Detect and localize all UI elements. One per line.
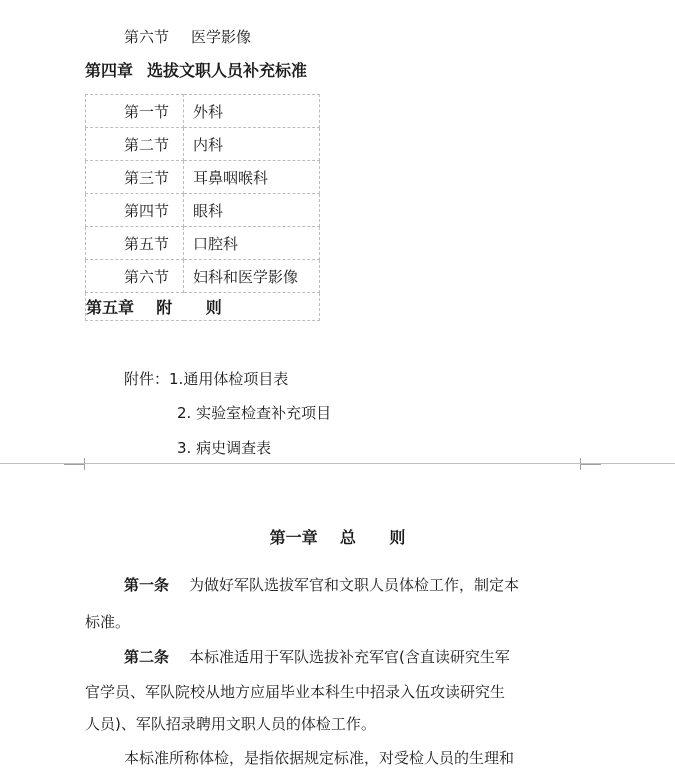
table-row	[86, 293, 320, 321]
toc-section-label: 第一节	[86, 95, 184, 128]
attachment-label: 附件：	[124, 370, 170, 388]
toc-line-section6	[124, 28, 251, 46]
table-row	[86, 95, 320, 128]
chapter-title: 选拔文职人员补充标准	[147, 61, 308, 80]
page-break	[0, 463, 675, 464]
toc-chapter4	[85, 61, 307, 81]
table-row	[86, 194, 320, 227]
page-corner-mark	[64, 464, 85, 470]
article-text-cont: 人员)、军队招录聘用文职人员的体检工作。	[85, 715, 376, 733]
article-1	[124, 576, 519, 594]
section-name: 医学影像	[191, 28, 252, 46]
page-corner-mark	[580, 464, 601, 470]
attachment-line-1	[124, 370, 288, 388]
paragraph: 本标准所称体检，是指依据规定标准，对受检人员的生理和	[124, 749, 515, 767]
table-row	[86, 227, 320, 260]
chapter-heading: 第一章 总 则	[269, 528, 406, 547]
article-text: 为做好军队选拔军官和文职人员体检工作，制定本	[189, 576, 520, 594]
toc-section-name: 耳鼻咽喉科	[184, 161, 320, 194]
toc-section-name: 口腔科	[184, 227, 320, 260]
section-label: 第六节	[124, 28, 170, 46]
toc-section-name: 眼科	[184, 194, 320, 227]
toc-table	[85, 94, 320, 321]
article-text: 本标准适用于军队选拔补充军官(含直读研究生军	[189, 648, 510, 666]
toc-chapter5: 第五章 附 则	[86, 293, 320, 321]
toc-section-label: 第五节	[86, 227, 184, 260]
toc-section-label: 第三节	[86, 161, 184, 194]
toc-section-name: 妇科和医学影像	[184, 260, 320, 293]
chapter-label: 第四章	[85, 61, 134, 80]
attachment-item: 2. 实验室检查补充项目	[177, 404, 332, 422]
toc-section-name: 外科	[184, 95, 320, 128]
table-row	[86, 128, 320, 161]
table-row	[86, 161, 320, 194]
toc-section-label: 第二节	[86, 128, 184, 161]
table-row	[86, 260, 320, 293]
toc-section-label: 第六节	[86, 260, 184, 293]
toc-section-label: 第四节	[86, 194, 184, 227]
article-label: 第二条	[124, 648, 170, 666]
article-text-cont: 标准。	[85, 613, 131, 631]
toc-section-name: 内科	[184, 128, 320, 161]
attachment-item: 1.通用体检项目表	[169, 370, 289, 388]
article-label: 第一条	[124, 576, 170, 594]
article-text-cont: 官学员、军队院校从地方应届毕业本科生中招录入伍攻读研究生	[85, 683, 506, 701]
article-2	[124, 648, 510, 666]
attachment-item: 3. 病史调查表	[177, 439, 272, 457]
